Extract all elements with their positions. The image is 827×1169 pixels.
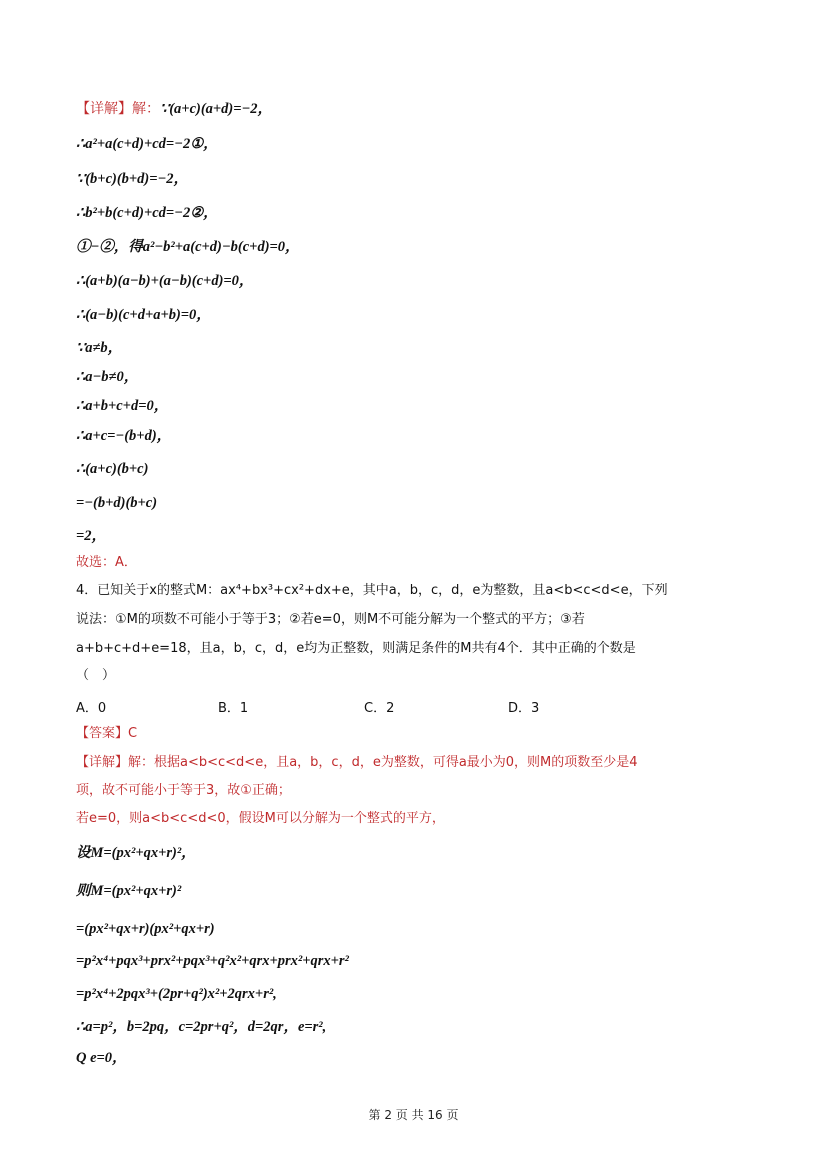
solution3-line: ∴a+c=−(b+d)， — [76, 428, 172, 444]
solution4-line: Q e=0， — [76, 1050, 127, 1066]
solution3-line: ∵(a+c)(a+d)=−2， — [160, 101, 273, 117]
solution3-line: ∴a+b+c+d=0， — [76, 398, 169, 414]
detail-tag: 【详解】 — [76, 755, 129, 770]
detail-tag: 【详解】 — [76, 101, 132, 117]
solution3-line: ∵a≠b， — [76, 340, 123, 356]
solution3-intro — [76, 100, 272, 118]
answer-value: C — [128, 726, 138, 741]
solution3-line: ∴a²+a(c+d)+cd=−2①， — [76, 136, 218, 152]
solution4-line: =(px²+qx+r)(px²+qx+r) — [76, 921, 215, 937]
solution3-line: ①−②，得a²−b²+a(c+d)−b(c+d)=0， — [76, 239, 300, 255]
solution3-line: ∴(a+b)(a−b)+(a−b)(c+d)=0， — [76, 273, 254, 289]
solution3-line: ∵(b+c)(b+d)=−2， — [76, 171, 189, 187]
question4-line: 说法：①M的项数不可能小于等于3；②若e=0，则M不可能分解为一个整式的平方；③若 — [76, 612, 585, 627]
solution4-line: 设M=(px²+qx+r)²， — [76, 845, 196, 861]
solution4-line: 项，故不可能小于等于3，故①正确； — [76, 783, 291, 798]
solution3-line: ∴b²+b(c+d)+cd=−2②， — [76, 205, 218, 221]
answer4 — [76, 725, 137, 743]
solution3-line: ∴a−b≠0， — [76, 369, 139, 385]
solution4-line: =p²x⁴+pqx³+prx²+pqx³+q²x²+qrx+prx²+qrx+r² — [76, 953, 349, 969]
page-footer: 第 2 页 共 16 页 — [368, 1108, 459, 1122]
question4-line: 4．已知关于x的整式M：ax⁴+bx³+cx²+dx+e，其中a，b，c，d，e为整数，且a<b<c<d<e，下列 — [76, 583, 668, 598]
solution4-line: ∴a=p²，b=2pq，c=2pr+q²，d=2qr，e=r², — [76, 1019, 327, 1035]
question4-bracket: （ ） — [76, 668, 116, 683]
option-c: C．2 — [364, 701, 395, 716]
option-a: A．0 — [76, 701, 107, 716]
solution4-line: 则M=(px²+qx+r)² — [76, 883, 182, 899]
solution-prefix: 解： — [132, 101, 160, 117]
solution4-text: 解：根据a<b<c<d<e，且a，b，c，d，e为整数，可得a最小为0，则M的项数至少是4 — [128, 755, 638, 770]
option-d: D．3 — [508, 701, 540, 716]
solution3-line: ∴(a−b)(c+d+a+b)=0， — [76, 307, 211, 323]
answer-choice: 故选：A． — [76, 555, 137, 570]
solution3-line: ∴(a+c)(b+c) — [76, 461, 149, 477]
solution4-line — [76, 754, 638, 772]
solution3-line: =−(b+d)(b+c) — [76, 495, 158, 511]
solution4-line: 若e=0，则a<b<c<d<0，假设M可以分解为一个整式的平方， — [76, 811, 445, 826]
solution4-line: =p²x⁴+2pqx³+(2pr+q²)x²+2qrx+r², — [76, 986, 277, 1002]
answer-tag: 【答案】 — [76, 726, 129, 741]
option-b: B．1 — [218, 701, 249, 716]
question4-line: a+b+c+d+e=18，且a，b，c，d，e均为正整数，则满足条件的M共有4个．其中正确的个数是 — [76, 641, 636, 656]
solution3-line: =2， — [76, 528, 107, 544]
